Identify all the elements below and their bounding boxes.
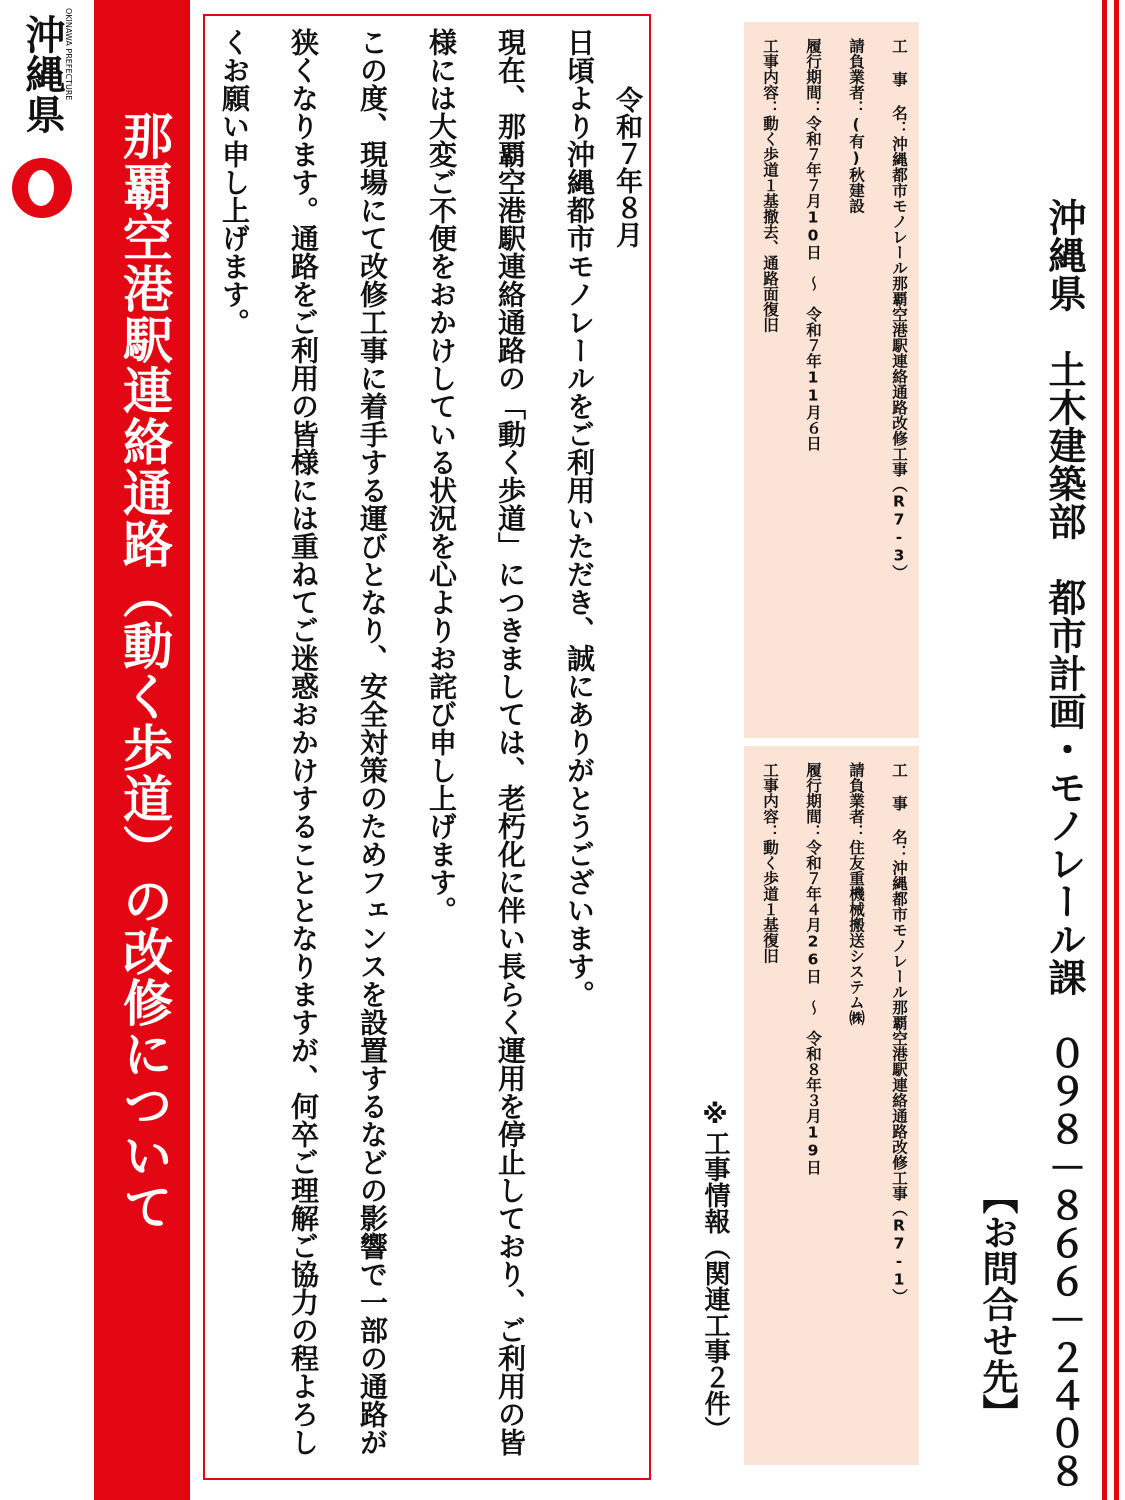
work-content: 工事内容：動く歩道１基復旧 xyxy=(761,762,779,964)
page-title: 那覇空港駅連絡通路（動く歩道）の改修について xyxy=(115,110,173,1232)
work-period: 履行期間：令和７年７月10日 ～ 令和７年11月６日 xyxy=(804,38,822,451)
message-body xyxy=(214,28,614,1473)
work-period: 履行期間：令和７年４月26日 ～ 令和８年３月19日 xyxy=(804,762,822,1175)
contact-line: 沖縄県 土木建築部 都市計画・モノレール課 ０９８－８６６－２４０８ xyxy=(1042,198,1086,1490)
logo-name: 沖縄県 xyxy=(19,14,66,134)
work-content: 工事内容：動く歩道１基撤去、通路面復旧 xyxy=(761,38,779,333)
message-date: 令和７年８月 xyxy=(611,86,642,248)
contact-heading: 【お問合せ先】 xyxy=(977,1178,1018,1430)
work-card xyxy=(744,746,919,1465)
logo-english: OKINAWA PREFECTURE xyxy=(64,8,73,101)
prefecture-seal-icon xyxy=(12,158,72,218)
works-heading: ※工事情報（関連工事２件） xyxy=(700,1100,730,1442)
right-border-line xyxy=(1114,0,1119,1500)
work-card xyxy=(744,22,919,738)
message-paragraph: 日頃より沖縄都市モノレールをご利用いただき、誠にありがとうございます。 xyxy=(563,28,596,1008)
message-paragraph: 現在、那覇空港駅連絡通路の「動く歩道」につきましては、老朽化に伴い長らく運用を停止しており、ご利用の皆様には大変ご不便をおかけしている状況を心よりお詫び申し上げます。 xyxy=(425,28,527,1456)
work-name: 工 事 名：沖縄都市モノレール那覇空港駅連絡通路改修工事（R7-1） xyxy=(890,762,908,1304)
work-contractor: 請負業者：住友重機械搬送システム㈱ xyxy=(847,762,865,1026)
work-contractor: 請負業者：(有)秋建設 xyxy=(847,38,865,214)
right-border-line xyxy=(1102,0,1107,1500)
work-name: 工 事 名：沖縄都市モノレール那覇空港駅連絡通路改修工事（R7-3） xyxy=(890,38,908,580)
message-paragraph: この度、現場にて改修工事に着手する運びとなり、安全対策のためフェンスを設置するなどの影響で一部の通路が狭くなります。通路をご利用の皆様には重ねてご迷惑おかけすることとなりますが、何卒ご理解ご協力の程よろしくお願い申し上げます。 xyxy=(218,28,389,1456)
